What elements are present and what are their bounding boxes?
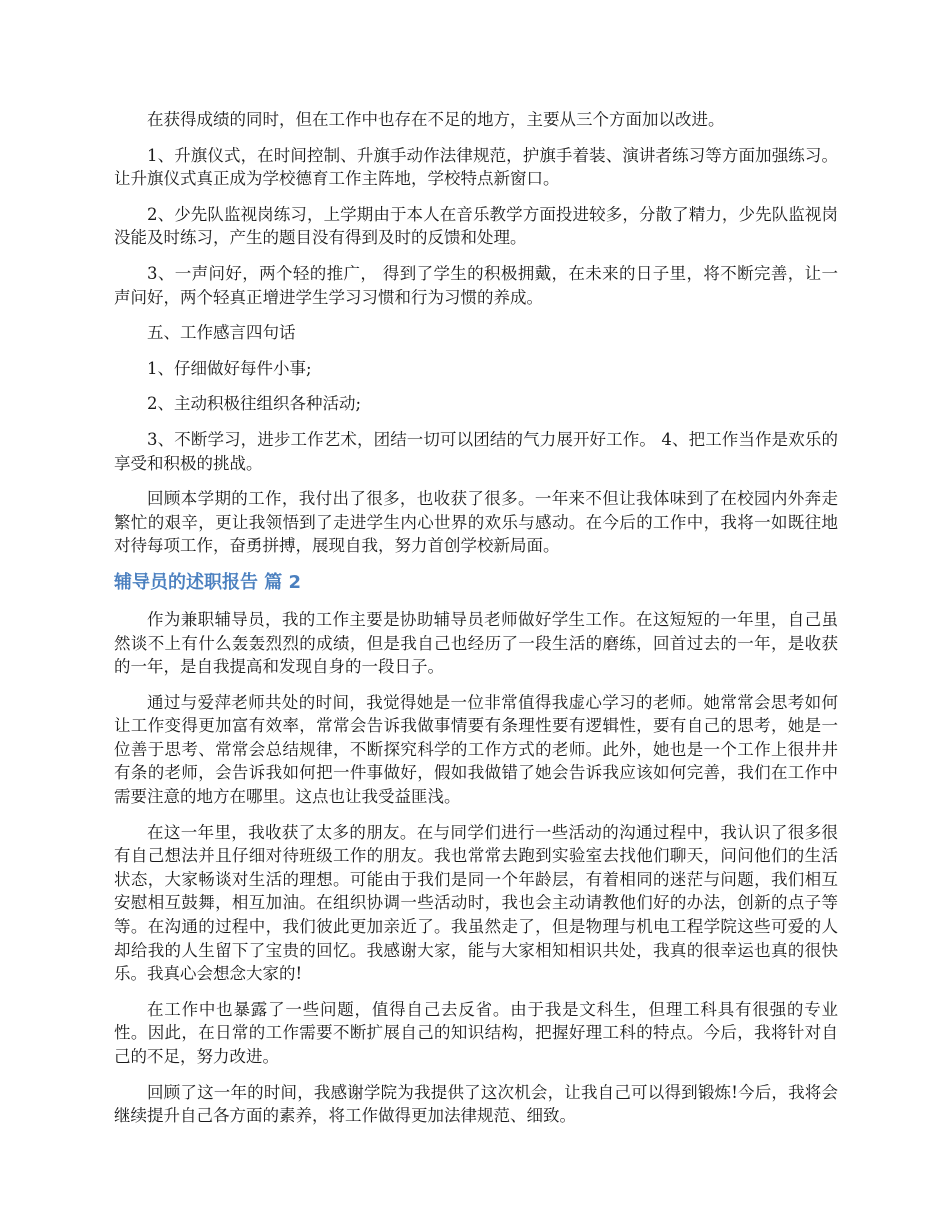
paragraph-work-motto-title: 五、工作感言四句话: [147, 323, 296, 343]
paragraph-motto-1: 1、仔细做好每件小事;: [147, 358, 312, 378]
paragraph-conclusion: 回顾了这一年的时间，我感谢学院为我提供了这次机会，让我自己可以得到锻炼!今后，我将会继续提升自己各方面的素养，将工作做得更加法律规范、细致。: [114, 1082, 838, 1126]
paragraph-mentor-teacher: 通过与爱萍老师共处的时间，我觉得她是一位非常值得我虚心学习的老师。她常常会思考如何让工作变得更加富有效率，常常会告诉我做事情要有条理性要有逻辑性，要有自己的思考，她是一位善于思考、常常会总结规律，不断探究科学的工作方式的老师。此外，她也是一个工作上很井井有条的老师，会告诉我如何把一件事做好，假如我做错了她会告诉我应该如何完善，我们在工作中需要注意的地方在哪里。这点也让我受益匪浅。: [114, 692, 838, 807]
document-page: [114, 108, 838, 1140]
paragraph-semester-review: 回顾本学期的工作，我付出了很多，也收获了很多。一年来不但让我体味到了在校园内外奔走繁忙的艰辛，更让我领悟到了走进学生内心世界的欢乐与感动。在今后的工作中，我将一如既往地对待每项工作，奋勇拼搏，展现自我，努力首创学校新局面。: [114, 489, 838, 556]
paragraph-friends: 在这一年里，我收获了太多的朋友。在与同学们进行一些活动的沟通过程中，我认识了很多很有自己想法并且仔细对待班级工作的朋友。我也常常去跑到实验室去找他们聊天，问问他们的生活状态，大家畅谈对生活的理想。可能由于我们是同一个年龄层，有着相同的迷茫与问题，我们相互安慰相互鼓舞，相互加油。在组织协调一些活动时，我也会主动请教他们好的办法，创新的点子等等。在沟通的过程中，我们彼此更加亲近了。我虽然走了，但是物理与机电工程学院这些可爱的人却给我的人生留下了宝贵的回忆。我感谢大家，能与大家相知相识共处，我真的很幸运也真的很快乐。我真心会想念大家的!: [114, 822, 838, 984]
section-heading-report-2: 辅导员的述职报告 篇 2: [114, 571, 302, 593]
paragraph-role-intro: 作为兼职辅导员，我的工作主要是协助辅导员老师做好学生工作。在这短短的一年里，自己虽然谈不上有什么轰轰烈烈的成绩，但是我自己也经历了一段生活的磨练，回首过去的一年，是收获的一年，是自我提高和发现自身的一段日子。: [114, 609, 838, 677]
paragraph-greeting-campaign: 3、一声问好，两个轻的推广， 得到了学生的积极拥戴，在未来的日子里，将不断完善，让一声问好，两个轻真正增进学生学习习惯和行为习惯的养成。: [114, 263, 838, 307]
paragraph-pioneer-patrol: 2、少先队监视岗练习，上学期由于本人在音乐教学方面投进较多，分散了精力，少先队监视岗没能及时练习，产生的题目没有得到及时的反馈和处理。: [114, 204, 838, 248]
paragraph-motto-3-4: 3、不断学习，进步工作艺术，团结一切可以团结的气力展开好工作。 4、把工作当作是欢乐的享受和积极的挑战。: [114, 429, 838, 473]
paragraph-flag-ceremony: 1、升旗仪式，在时间控制、升旗手动作法律规范，护旗手着装、演讲者练习等方面加强练习。让升旗仪式真正成为学校德育工作主阵地，学校特点新窗口。: [114, 145, 838, 189]
paragraph-improvement-intro: 在获得成绩的同时，但在工作中也存在不足的地方，主要从三个方面加以改进。: [147, 110, 725, 129]
paragraph-problems: 在工作中也暴露了一些问题，值得自己去反省。由于我是文科生，但理工科具有很强的专业性。因此，在日常的工作需要不断扩展自己的知识结构，把握好理工科的特点。今后，我将针对自己的不足，努力改进。: [114, 999, 838, 1066]
paragraph-motto-2: 2、主动积极往组织各种活动;: [147, 394, 362, 414]
